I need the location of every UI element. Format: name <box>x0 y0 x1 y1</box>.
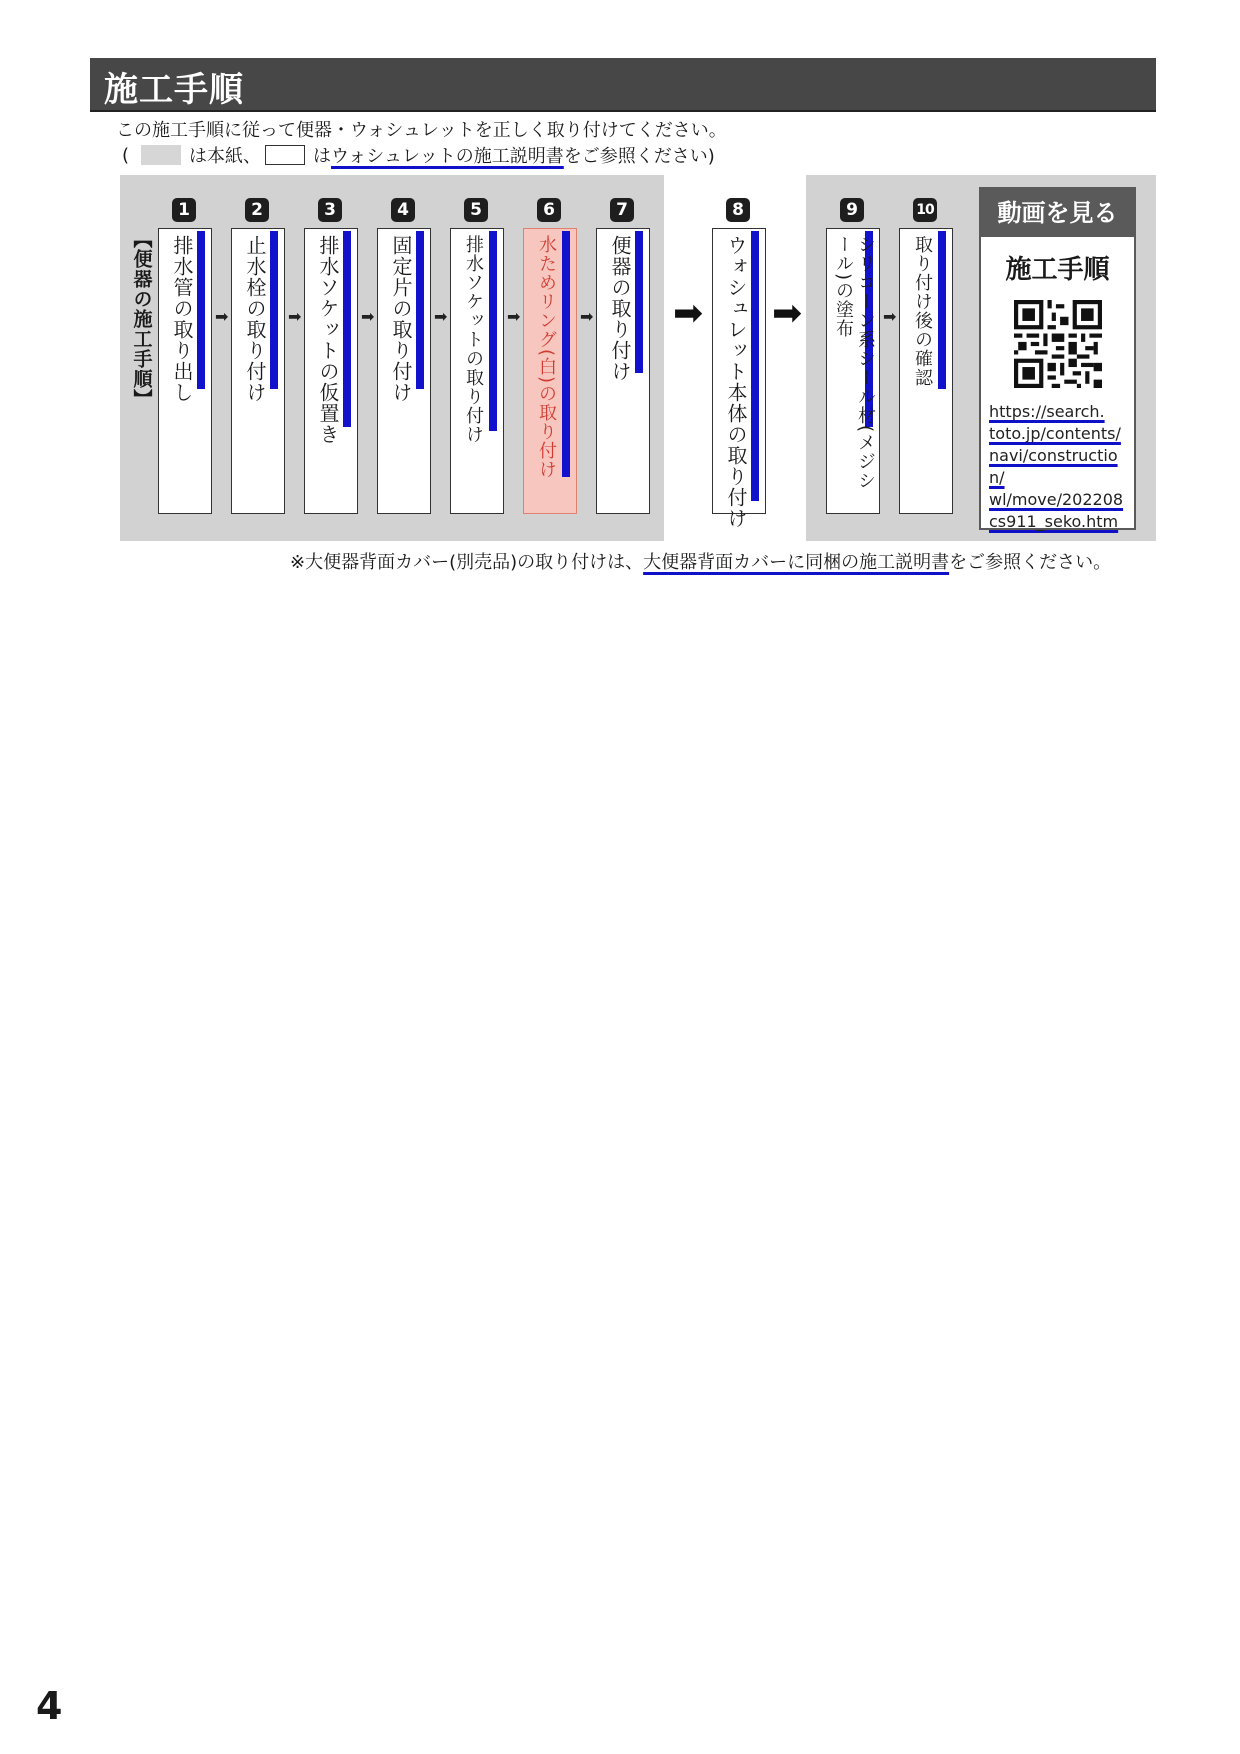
highlight-bar <box>751 231 759 501</box>
intro-text: この施工手順に従って便器・ウォシュレットを正しく取り付けてください。 <box>116 120 727 141</box>
step-box <box>158 228 212 514</box>
highlight-bar <box>416 231 424 389</box>
step-label: 取り付け後の確認 <box>912 235 933 387</box>
step-box <box>712 228 766 529</box>
step-number: 6 <box>537 198 561 222</box>
step-box <box>596 228 650 514</box>
section-label: 【便器の施工手順】 <box>130 229 153 409</box>
video-heading: 動画を見る <box>981 189 1134 237</box>
footnote-suffix: をご参照ください。 <box>949 552 1112 573</box>
arrow-right-icon: ➡ <box>507 307 521 326</box>
video-subtitle: 施工手順 <box>1005 255 1110 285</box>
highlight-bar <box>635 231 643 373</box>
highlight-bar <box>938 231 946 389</box>
step-label: 止水栓の取り付け <box>243 235 267 403</box>
url-line[interactable]: navi/construction/ <box>989 446 1118 487</box>
step-box <box>826 228 880 514</box>
legend-white-text: は <box>313 146 332 167</box>
url-line[interactable]: toto.jp/contents/ <box>989 424 1121 443</box>
step-box <box>899 228 953 514</box>
step-number: 1 <box>172 198 196 222</box>
url-line[interactable]: wl/move/202208 <box>989 490 1124 509</box>
legend-gray-text: は本紙、 <box>189 146 262 167</box>
legend <box>122 142 715 168</box>
big-arrow-right-icon: ➡ <box>673 293 704 334</box>
page-number: 4 <box>36 1684 63 1728</box>
step-box <box>377 228 431 514</box>
footnote <box>290 548 1111 574</box>
step-number: 2 <box>245 198 269 222</box>
url-line[interactable]: https://search. <box>989 402 1105 421</box>
cover-manual-link[interactable]: 大便器背面カバーに同梱の施工説明書 <box>643 552 950 573</box>
arrow-right-icon: ➡ <box>883 307 897 326</box>
step-label: 排水管の取り出し <box>170 235 194 403</box>
step-box <box>231 228 285 514</box>
arrow-right-icon: ➡ <box>215 307 229 326</box>
legend-gray-swatch <box>141 145 181 165</box>
step-label: 排水ソケットの取り付け <box>463 235 484 444</box>
arrow-right-icon: ➡ <box>434 307 448 326</box>
legend-white-swatch <box>265 145 305 165</box>
step-label: 固定片の取り付け <box>389 235 413 403</box>
video-url-link[interactable] <box>989 401 1131 533</box>
step-label: 排水ソケットの仮置き <box>316 235 340 445</box>
washlet-manual-link[interactable]: ウォシュレットの施工説明書 <box>331 146 564 167</box>
arrow-right-icon: ➡ <box>580 307 594 326</box>
step-number: 9 <box>840 198 864 222</box>
big-arrow-right-icon: ➡ <box>772 293 803 334</box>
step-label: シリコーン系シール材(メジシール)の塗布 <box>833 235 876 491</box>
highlight-bar <box>562 231 570 477</box>
step-number: 3 <box>318 198 342 222</box>
highlight-bar <box>270 231 278 389</box>
step-label: 便器の取り付け <box>608 235 632 382</box>
step-box <box>304 228 358 514</box>
url-line[interactable]: cs911_seko.htm <box>989 512 1119 531</box>
step-number: 5 <box>464 198 488 222</box>
step-label: ウォシュレット本体の取り付け <box>724 235 748 529</box>
footnote-prefix: ※大便器背面カバー(別売品)の取り付けは、 <box>290 552 644 573</box>
step-number: 10 <box>913 198 937 222</box>
step-number: 4 <box>391 198 415 222</box>
step-number: 8 <box>726 198 750 222</box>
step-label: 水ためリング(白)の取り付け <box>536 235 557 480</box>
highlight-bar <box>197 231 205 389</box>
step-box <box>450 228 504 514</box>
step-number: 7 <box>610 198 634 222</box>
step-box-highlighted <box>523 228 577 514</box>
qr-code-icon[interactable] <box>1014 300 1102 388</box>
legend-tail: をご参照ください) <box>563 146 715 167</box>
video-box <box>979 187 1136 530</box>
arrow-right-icon: ➡ <box>288 307 302 326</box>
arrow-right-icon: ➡ <box>361 307 375 326</box>
legend-open: ( <box>122 144 130 166</box>
highlight-bar <box>489 231 497 431</box>
page-title: 施工手順 <box>104 70 244 110</box>
highlight-bar <box>343 231 351 427</box>
header-bar <box>90 58 1156 112</box>
